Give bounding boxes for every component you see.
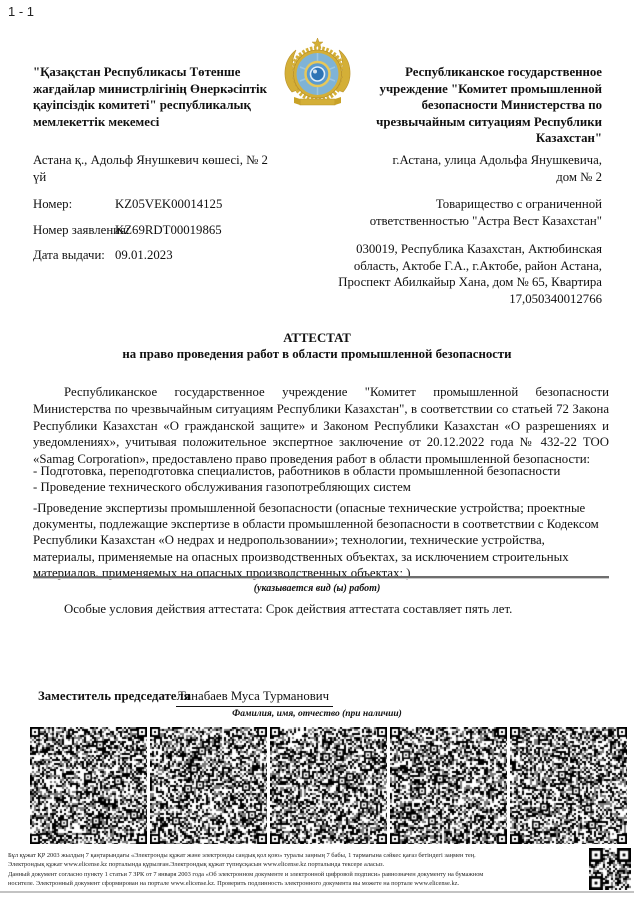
qr-code-3: [270, 727, 387, 844]
qr-code-5: [510, 727, 627, 844]
work-types-caption: (указывается вид (ы) работ): [253, 583, 381, 594]
application-number-label: Номер заявления:: [33, 222, 130, 237]
footer-line-ru-1: Данный документ согласно пункту 1 статьи 7 ЗРК от 7 января 2003 года «Об электронном документе и электронной цифровой подписи» равнозначен документу на бумажном: [8, 870, 484, 878]
main-paragraph: Республиканское государственное учреждение "Комитет промышленной безопасности Министерства по чрезвычайным ситуациям Республики Казахстан", в соответствии со статьей 72 Закона Республики Казахстан «О гражданской защите» и Законом Республики Казахстан «О разрешениях и уведомлениях», учитывая положительное экспертное заключение от 20.12.2022 года № 432-22 ТОО «Samag Corporation», предоставлено право проведения работ в области промышленной безопасности:: [33, 385, 609, 467]
work-types-divider-line: [33, 576, 609, 579]
document-details: [33, 196, 313, 273]
digital-signature-qr-strip: [30, 727, 630, 844]
number-value: KZ05VEK00014125: [115, 197, 223, 211]
legal-footer: [8, 851, 580, 889]
detail-row-issue-date: [33, 247, 313, 273]
signer-position: Заместитель председателя: [38, 689, 191, 703]
recipient-name: Товарищество с ограниченной ответственностью "Астра Вест Казахстан": [369, 197, 602, 228]
verification-qr-icon: [589, 848, 631, 890]
detail-row-application-number: [33, 222, 313, 248]
footer-line-kk-1: Бұл құжат ҚР 2003 жылдың 7 қаңтарындағы «Электронды құжат және электронды сандық қол қою» туралы заңның 7 бабы, 1 тармағына сәйкес қағаз бетіндегі заңмен тең.: [8, 852, 476, 859]
application-number-value: KZ69RDT00019865: [115, 222, 222, 237]
issue-date-label: Дата выдачи:: [33, 248, 105, 262]
document-subtitle: на право проведения работ в области промышленной безопасности: [122, 347, 512, 361]
issuer-address-kazakh: Астана қ., Адольф Янушкевич көшесі, № 2 үй: [33, 153, 268, 184]
signer-name: Танабаев Муса Турманович: [176, 688, 333, 707]
footer-line-ru-2: носителе. Электронный документ сформирован на портале www.elicense.kz. Проверить подлинность электронного документа вы можете на портале www.elicense.kz.: [8, 880, 460, 888]
detail-row-number: [33, 196, 313, 222]
special-conditions: Особые условия действия аттестата: Срок действия аттестата составляет пять лет.: [64, 602, 513, 616]
footer-line-kk-2: Электрондық құжат www.elicense.kz порталында құрылған.Электрондық құжат түпнұсқасын www.elicense.kz порталында тексере аласыз.: [8, 861, 385, 869]
issuer-address-russian: г.Астана, улица Адольфа Янушкевича, дом № 2: [392, 153, 602, 184]
qr-code-4: [390, 727, 507, 844]
issuer-name-kazakh: "Қазақстан Республикасы Төтенше жағдайлар министрлігінің Өнеркәсіптік қауіпсіздік комитеті" республикалық мемлекеттік мекемесі: [33, 65, 267, 129]
issuer-name-russian: Республиканское государственное учреждение "Комитет промышленной безопасности Министерства по чрезвычайным ситуациям Республики Казахстан": [376, 65, 602, 146]
kazakhstan-coat-of-arms-icon: [280, 37, 355, 110]
qr-code-1: [30, 727, 147, 844]
work-item-1: - Подготовка, переподготовка специалистов, работников в области промышленной безопасности: [33, 464, 561, 478]
work-item-3: -Проведение экспертизы промышленной безопасности (опасные технические устройства; проектные документы, подлежащие экспертизе в области промышленной безопасности в соответствии с Кодексом Республики Казахстан «О недрах и недропользовании»; технологии, технические устройства, материалы, применяемые на опасных производственных объектах, за исключением строительных материалов, применяемых на опасных производственных объектах; ): [33, 501, 599, 580]
recipient-address: 030019, Республика Казахстан, Актюбинская область, Актобе Г.А., г.Актобе, район Астана, Проспект Абилкайыр Хана, дом № 65, Квартира 17,050340012766: [338, 242, 602, 306]
issue-date-value: 09.01.2023: [115, 248, 173, 262]
page-number-label: 1 - 1: [8, 4, 35, 19]
page-bottom-divider: [0, 891, 634, 893]
document-title: АТТЕСТАТ: [283, 331, 351, 345]
qr-code-2: [150, 727, 267, 844]
signer-name-caption: Фамилия, имя, отчество (при наличии): [232, 709, 402, 719]
number-label: Номер:: [33, 197, 73, 211]
work-item-2: - Проведение технического обслуживания газопотребляющих систем: [33, 480, 411, 494]
